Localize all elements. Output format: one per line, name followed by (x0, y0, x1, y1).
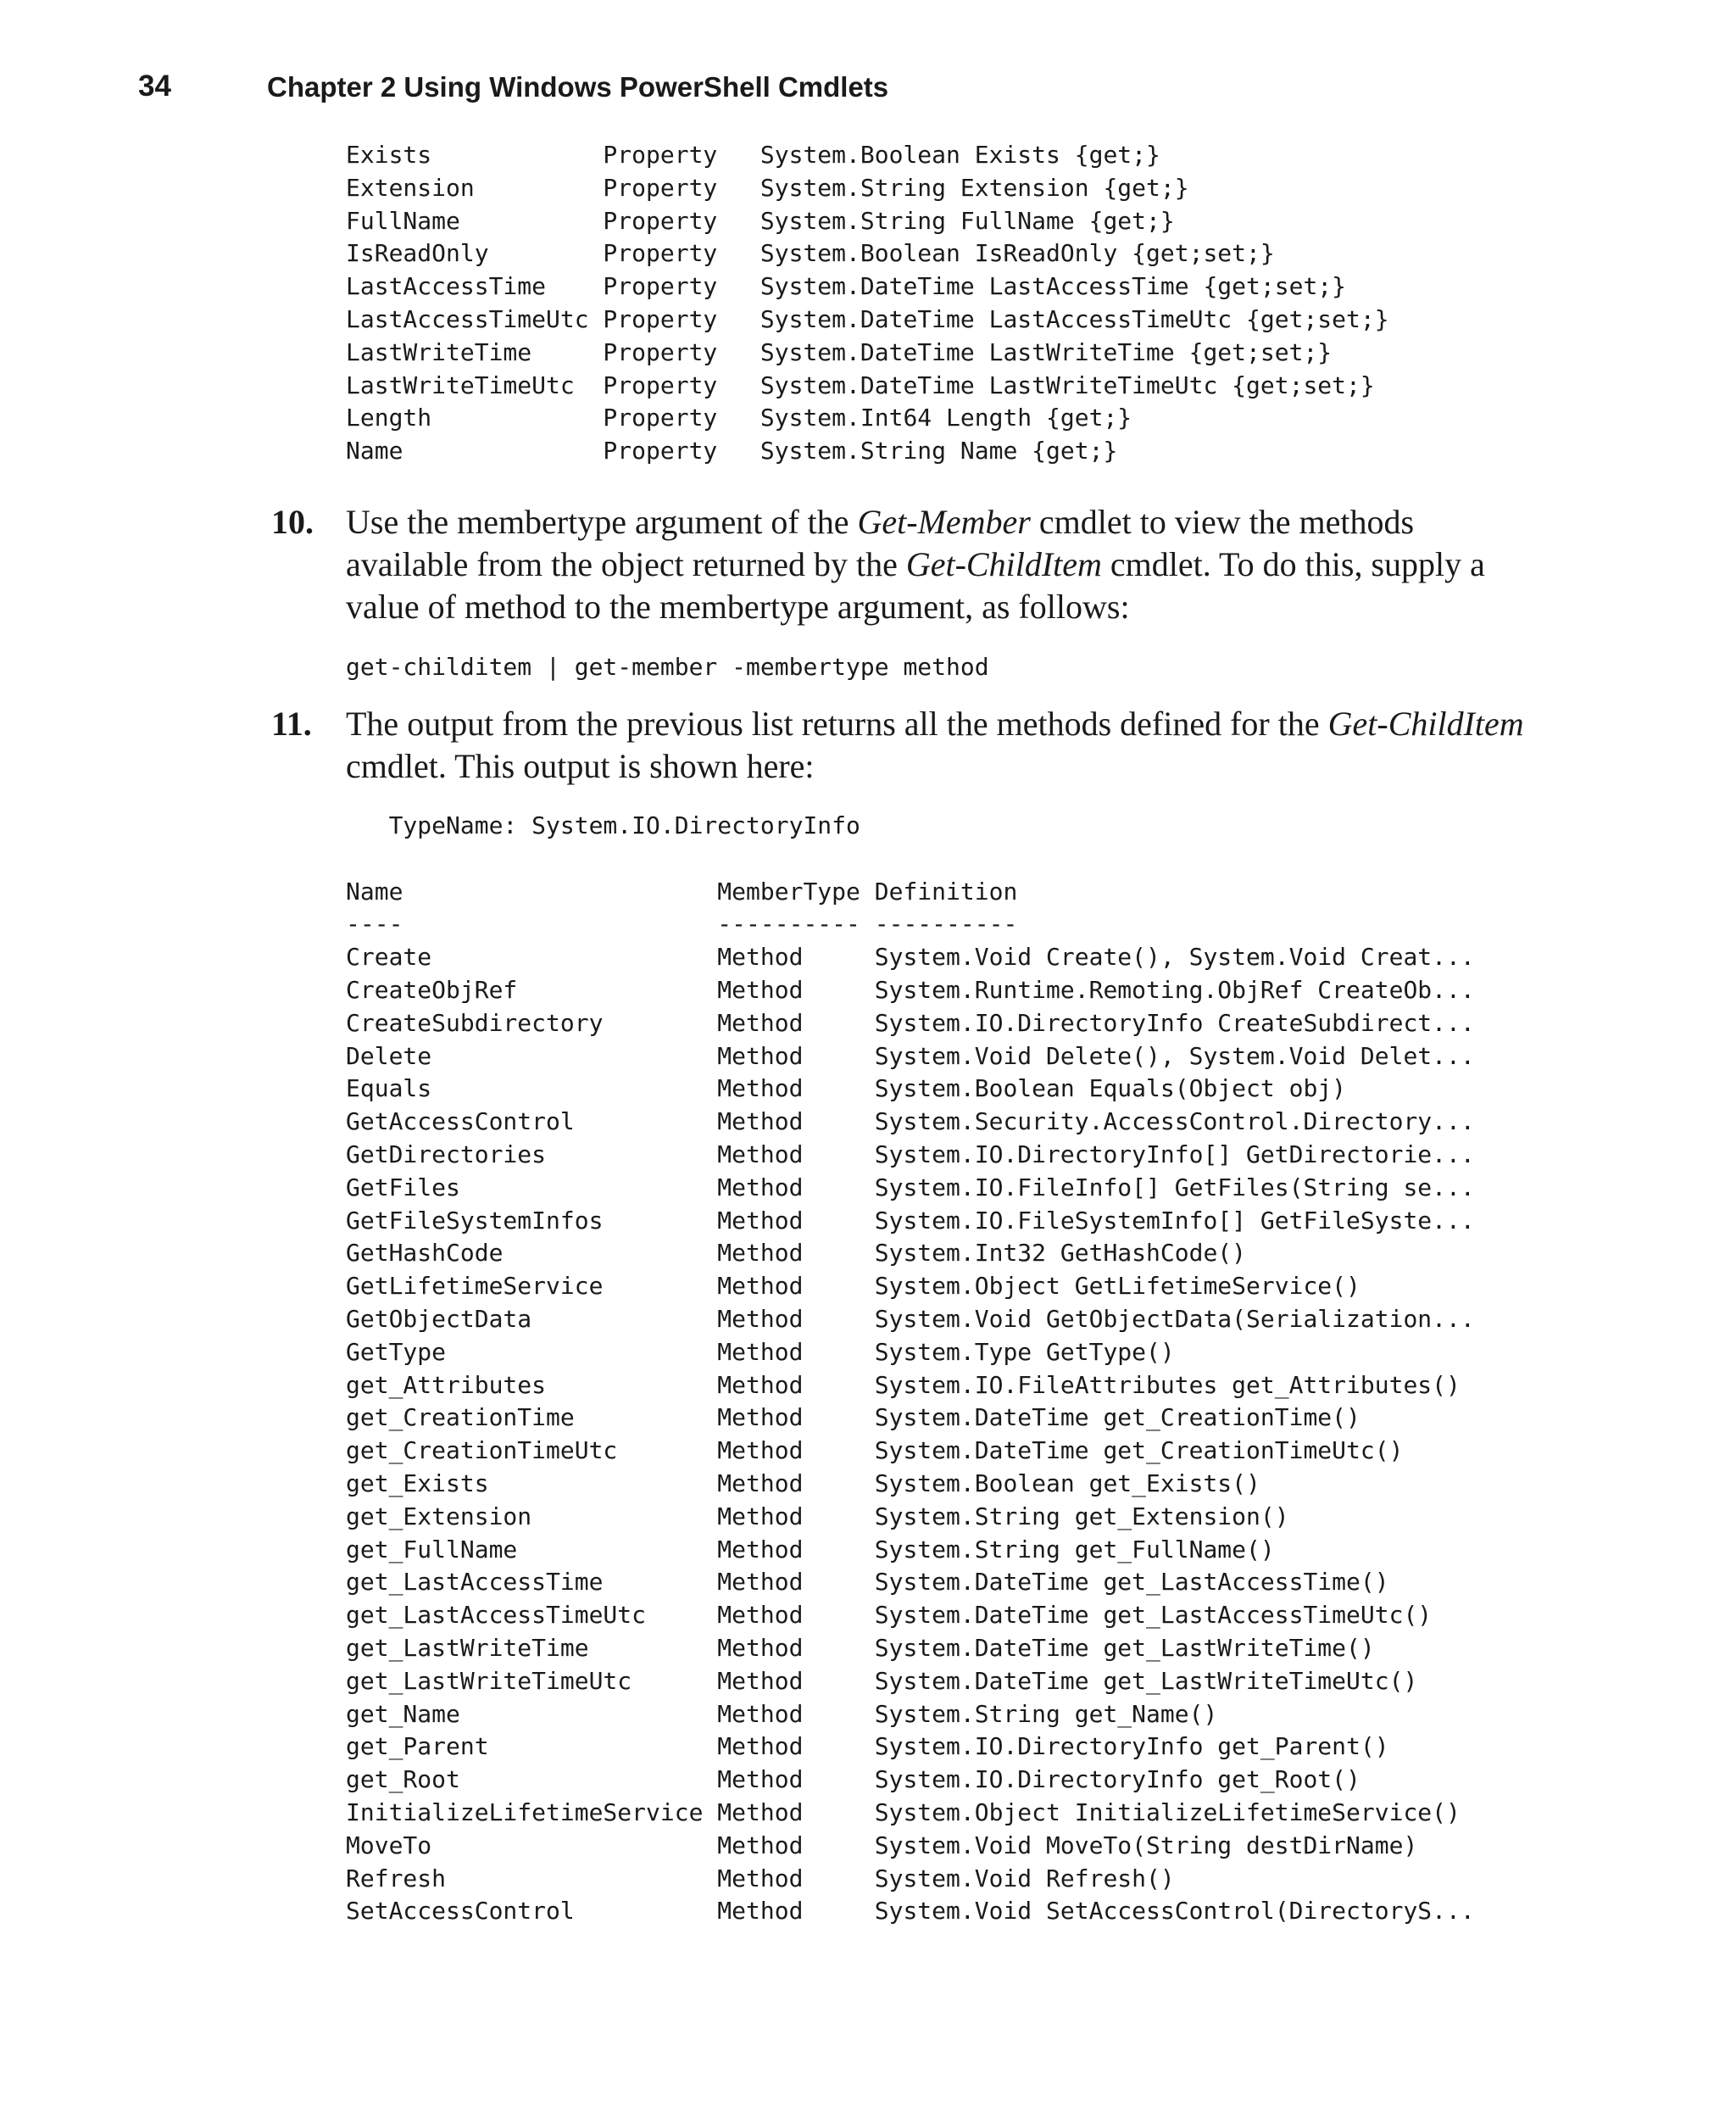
code-line: IsReadOnly Property System.Boolean IsReadOnly {get;set;} (346, 239, 1275, 268)
code-line: Name MemberType Definition (346, 877, 1018, 906)
code-line: MoveTo Method System.Void MoveTo(String destDirName) (346, 1831, 1418, 1859)
code-line: GetFileSystemInfos Method System.IO.FileSystemInfo[] GetFileSyste... (346, 1206, 1475, 1235)
code-line: LastWriteTimeUtc Property System.DateTime LastWriteTimeUtc {get;set;} (346, 371, 1375, 399)
code-line: GetLifetimeService Method System.Object GetLifetimeService() (346, 1272, 1360, 1301)
step-11 (271, 703, 1543, 788)
code-line: get_LastWriteTimeUtc Method System.DateTime get_LastWriteTimeUtc() (346, 1666, 1418, 1695)
code-line: Exists Property System.Boolean Exists {get;} (346, 141, 1160, 169)
code-line: LastAccessTime Property System.DateTime LastAccessTime {get;set;} (346, 272, 1347, 301)
cmdlet-name: Get-ChildItem (905, 545, 1102, 583)
code-line: GetType Method System.Type GetType() (346, 1337, 1175, 1366)
code-line: get_LastWriteTime Method System.DateTime get_LastWriteTime() (346, 1633, 1375, 1662)
code-line: Delete Method System.Void Delete(), System.Void Delet... (346, 1041, 1475, 1070)
code-line: Name Property System.String Name {get;} (346, 437, 1118, 465)
code-line: get_LastAccessTimeUtc Method System.DateTime get_LastAccessTimeUtc() (346, 1601, 1433, 1630)
code-line: InitializeLifetimeService Method System.Object InitializeLifetimeService() (346, 1798, 1461, 1826)
code-block-properties (346, 139, 1389, 468)
code-line: CreateSubdirectory Method System.IO.DirectoryInfo CreateSubdirect... (346, 1008, 1475, 1037)
step-10 (271, 501, 1543, 628)
code-line: GetHashCode Method System.Int32 GetHashCode() (346, 1239, 1247, 1268)
code-line: get_FullName Method System.String get_FullName() (346, 1535, 1275, 1563)
code-line: get_LastAccessTime Method System.DateTime get_LastAccessTime() (346, 1568, 1389, 1597)
step-number: 10. (271, 503, 314, 541)
code-command (346, 651, 989, 684)
page-number: 34 (138, 70, 171, 103)
step-number: 11. (271, 705, 312, 743)
code-line: get-childitem | get-member -membertype method (346, 653, 989, 681)
code-line: get_CreationTime Method System.DateTime get_CreationTime() (346, 1403, 1360, 1432)
code-line: FullName Property System.String FullName {get;} (346, 206, 1175, 235)
code-line: get_Parent Method System.IO.DirectoryInfo get_Parent() (346, 1732, 1389, 1761)
code-line: Create Method System.Void Create(), System.Void Creat... (346, 943, 1475, 972)
code-line: GetAccessControl Method System.Security.AccessControl.Directory... (346, 1107, 1475, 1136)
code-line: SetAccessControl Method System.Void SetAccessControl(DirectoryS... (346, 1897, 1475, 1926)
code-line: CreateObjRef Method System.Runtime.Remoting.ObjRef CreateOb... (346, 975, 1475, 1004)
step-text: The output from the previous list returns all the methods defined for the Get-ChildItem cmdlet. This output is shown here: (346, 705, 1524, 785)
code-block-methods (346, 810, 1475, 1928)
cmdlet-name: Get-Member (857, 503, 1031, 541)
code-line: Length Property System.Int64 Length {get;} (346, 404, 1132, 432)
code-line (346, 843, 1475, 876)
step-text: Use the membertype argument of the Get-Member cmdlet to view the methods available from the object returned by the Get-ChildItem cmdlet. To do this, supply a value of method to the membertype argument, as follows: (346, 503, 1485, 626)
code-line: ---- ---------- ---------- (346, 910, 1018, 939)
code-line: GetFiles Method System.IO.FileInfo[] GetFiles(String se... (346, 1173, 1475, 1201)
cmdlet-name: Get-ChildItem (1327, 705, 1524, 743)
code-line: get_Exists Method System.Boolean get_Exists() (346, 1469, 1260, 1497)
code-line: get_Name Method System.String get_Name() (346, 1699, 1218, 1728)
code-line: Refresh Method System.Void Refresh() (346, 1864, 1175, 1892)
code-line: Equals Method System.Boolean Equals(Object obj) (346, 1074, 1347, 1103)
code-line: get_Extension Method System.String get_Extension() (346, 1502, 1289, 1530)
code-line: get_Attributes Method System.IO.FileAttributes get_Attributes() (346, 1370, 1461, 1399)
code-line: TypeName: System.IO.DirectoryInfo (346, 811, 860, 839)
code-line: LastWriteTime Property System.DateTime LastWriteTime {get;set;} (346, 337, 1333, 366)
code-line: GetDirectories Method System.IO.DirectoryInfo[] GetDirectorie... (346, 1140, 1475, 1168)
code-line: LastAccessTimeUtc Property System.DateTime LastAccessTimeUtc {get;set;} (346, 304, 1389, 333)
code-line: get_CreationTimeUtc Method System.DateTime get_CreationTimeUtc() (346, 1436, 1404, 1465)
code-line: get_Root Method System.IO.DirectoryInfo get_Root() (346, 1765, 1360, 1794)
code-line: Extension Property System.String Extension {get;} (346, 173, 1189, 202)
running-head: Chapter 2 Using Windows PowerShell Cmdlets (267, 71, 889, 103)
code-line: GetObjectData Method System.Void GetObjectData(Serialization... (346, 1304, 1475, 1333)
